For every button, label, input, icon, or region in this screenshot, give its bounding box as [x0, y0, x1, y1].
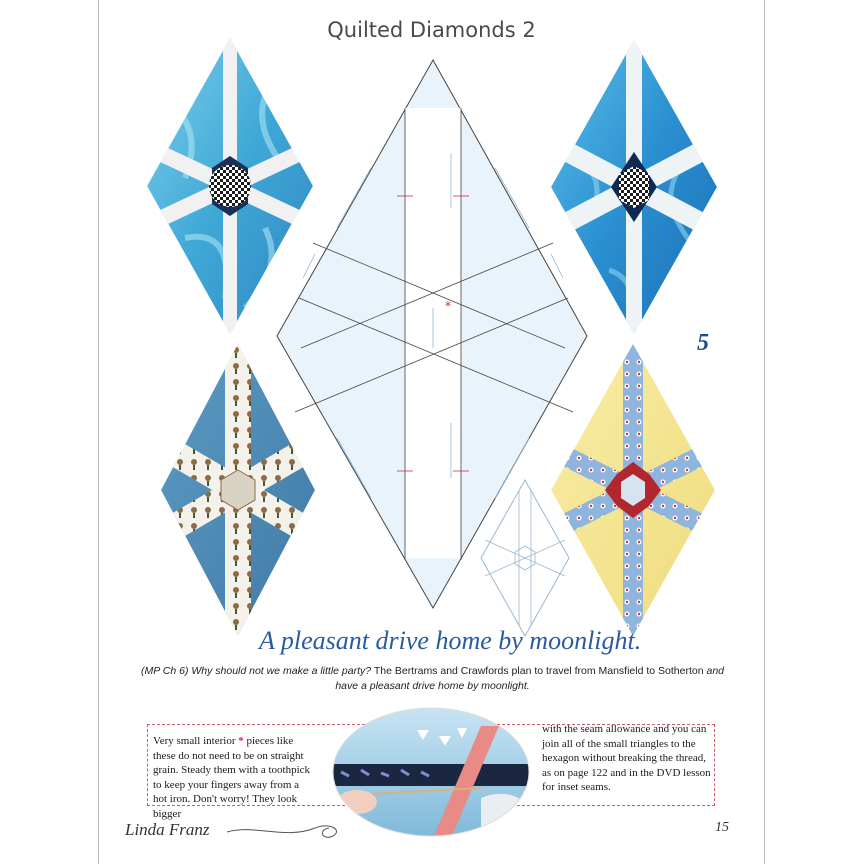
page-number: 15 [715, 820, 729, 835]
asterisk-icon: * [445, 299, 451, 313]
quilt-diamond-bottom-right [549, 344, 717, 636]
headline: A pleasant drive home by moonlight. [259, 626, 642, 655]
caption [139, 664, 726, 694]
page-title: Quilted Diamonds 2 [327, 18, 536, 42]
caption-reference: (MP Ch 6) Why should not we make a little party? [140, 665, 372, 677]
signature-swash [225, 816, 345, 842]
asterisk-icon: * [238, 735, 244, 747]
tip-left-part-2: pieces like these do not need to be on straight grain. Steady them with a toothpick to keep your fingers away from a hot iron. Don't worry! They look bigger [153, 735, 311, 820]
caption-end: and have a pleasant drive home by moonlight. [335, 665, 725, 692]
tip-text-right: with the seam allowance and you can join all of the small triangles to the hexagon without breaking the thread, as on page 122 and in the DVD lesson for inset seams. [542, 723, 711, 794]
tip-text-left [153, 734, 315, 822]
caption-middle: The Bertrams and Crawfords plan to travel from Mansfield to Sotherton [371, 665, 707, 677]
tip-left-part-1: Very small interior [153, 735, 239, 747]
quilt-diamond-bottom-left [159, 344, 317, 636]
step-number: 5 [697, 330, 709, 356]
book-page [98, 0, 765, 864]
tip-photo [331, 706, 531, 838]
author-signature: Linda Franz [125, 820, 210, 839]
